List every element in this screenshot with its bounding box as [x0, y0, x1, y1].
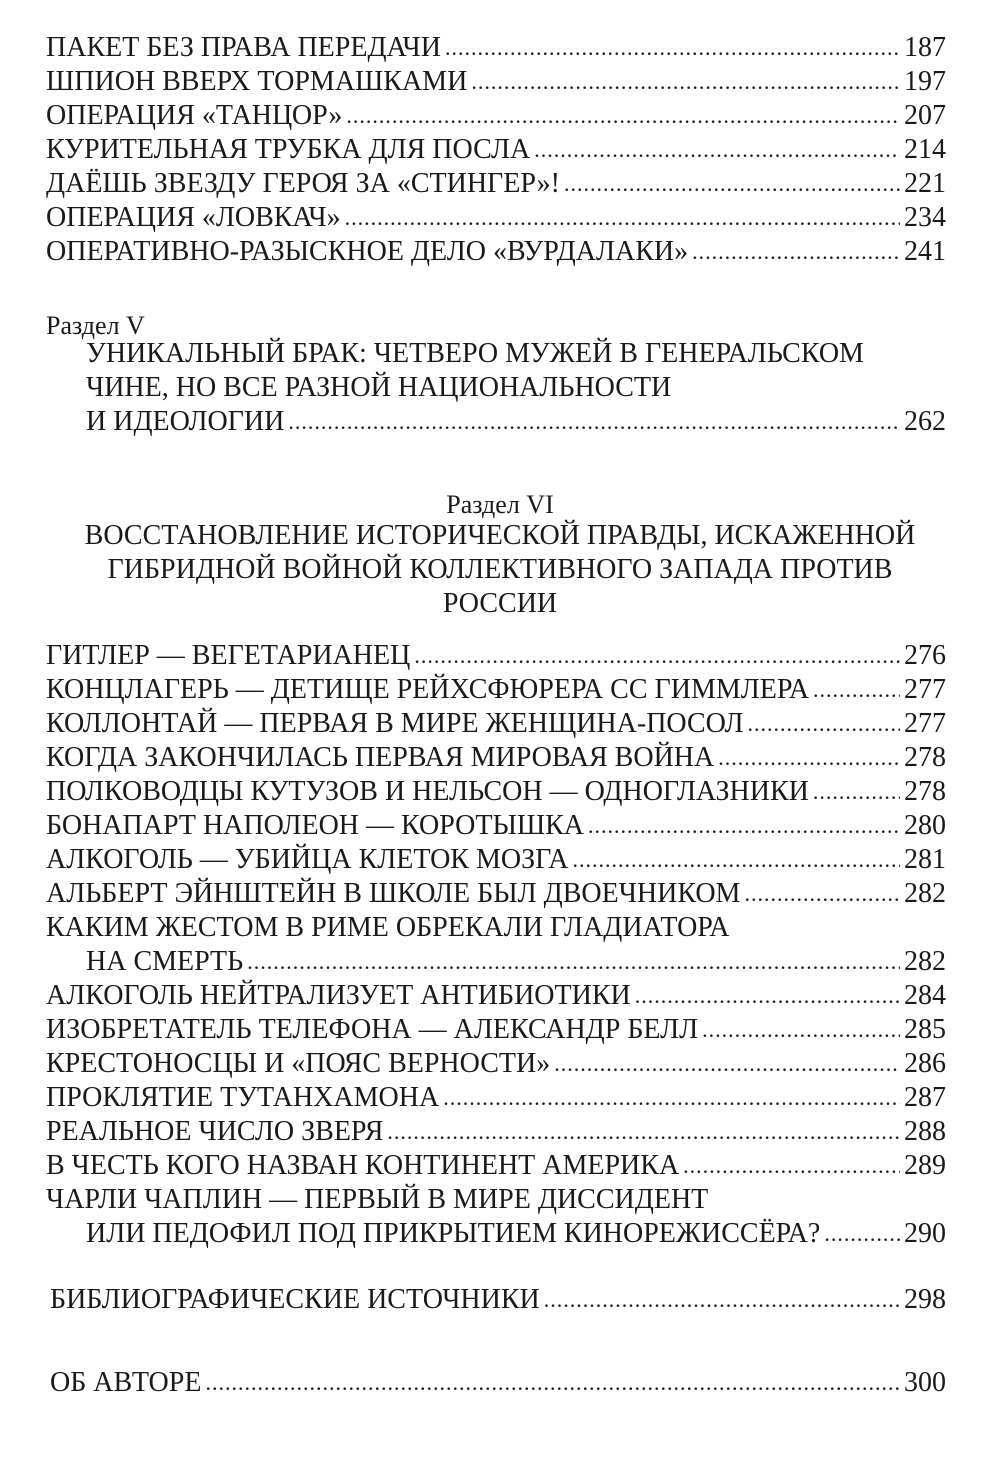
section-5-title-line-2[interactable]: ЧИНЕ, НО ВСЕ РАЗНОЙ НАЦИОНАЛЬНОСТИ	[86, 372, 672, 403]
toc-leader-dots	[572, 842, 900, 877]
toc-leader-dots	[414, 638, 900, 673]
toc-entry-title: АЛЬБЕРТ ЭЙНШТЕЙН В ШКОЛЕ БЫЛ ДВОЕЧНИКОМ	[46, 878, 741, 909]
toc-entry-page: 262	[904, 406, 946, 437]
toc-leader-dots	[443, 1080, 900, 1115]
toc-leader-dots	[564, 166, 900, 201]
section-5-entry[interactable]	[86, 405, 946, 439]
toc-entry-page: 197	[904, 66, 946, 97]
toc-entry[interactable]	[46, 639, 946, 673]
toc-entry-page: 234	[904, 202, 946, 233]
toc-entry-page: 221	[904, 168, 946, 199]
section-6-heading-line-2: ГИБРИДНОЙ ВОЙНОЙ КОЛЛЕКТИВНОГО ЗАПАДА ПРОТИВ	[107, 554, 893, 585]
toc-leader-dots	[702, 1012, 900, 1047]
toc-leader-dots	[471, 64, 900, 99]
toc-entry[interactable]	[46, 707, 946, 741]
toc-entry-title: АЛКОГОЛЬ НЕЙТРАЛИЗУЕТ АНТИБИОТИКИ	[46, 980, 631, 1011]
toc-leader-dots	[747, 706, 900, 741]
toc-entry-title: ИЛИ ПЕДОФИЛ ПОД ПРИКРЫТИЕМ КИНОРЕЖИССЁРА?	[86, 1218, 821, 1249]
about-author-entry[interactable]	[50, 1366, 946, 1400]
toc-entry[interactable]	[46, 133, 946, 167]
toc-entry-page: 289	[904, 1150, 946, 1181]
toc-leader-dots	[247, 944, 900, 979]
toc-entry-title: ИЗОБРЕТАТЕЛЬ ТЕЛЕФОНА — АЛЕКСАНДР БЕЛЛ	[46, 1014, 699, 1045]
toc-entry-title: БИБЛИОГРАФИЧЕСКИЕ ИСТОЧНИКИ	[50, 1284, 540, 1315]
toc-entry[interactable]	[46, 167, 946, 201]
toc-entry[interactable]	[46, 1013, 946, 1047]
toc-leader-dots	[824, 1216, 900, 1251]
toc-entry-title: БОНАПАРТ НАПОЛЕОН — КОРОТЫШКА	[46, 810, 585, 841]
toc-entry-title: ПОЛКОВОДЦЫ КУТУЗОВ И НЕЛЬСОН — ОДНОГЛАЗНИКИ	[46, 776, 809, 807]
toc-entry[interactable]	[46, 673, 946, 707]
toc-entry[interactable]	[46, 1081, 946, 1115]
toc-entry-title: ОПЕРАЦИЯ «ЛОВКАЧ»	[46, 202, 341, 233]
toc-leader-dots	[387, 1114, 900, 1149]
section-5-title-line-1[interactable]: УНИКАЛЬНЫЙ БРАК: ЧЕТВЕРО МУЖЕЙ В ГЕНЕРАЛЬСКОМ	[86, 338, 864, 369]
section-6-heading-line-1: ВОССТАНОВЛЕНИЕ ИСТОРИЧЕСКОЙ ПРАВДЫ, ИСКАЖЕННОЙ	[84, 520, 916, 551]
toc-entry-page: 287	[904, 1082, 946, 1113]
gladiator-entry-line-1[interactable]: КАКИМ ЖЕСТОМ В РИМЕ ОБРЕКАЛИ ГЛАДИАТОРА	[46, 912, 730, 943]
toc-entry-title: КОЛЛОНТАЙ — ПЕРВАЯ В МИРЕ ЖЕНЩИНА-ПОСОЛ	[46, 708, 744, 739]
toc-entry-title: ОПЕРАЦИЯ «ТАНЦОР»	[46, 100, 343, 131]
toc-entry[interactable]	[46, 201, 946, 235]
toc-entry-page: 277	[904, 708, 946, 739]
toc-entry-title: КОГДА ЗАКОНЧИЛАСЬ ПЕРВАЯ МИРОВАЯ ВОЙНА	[46, 742, 715, 773]
toc-leader-dots	[692, 234, 900, 269]
chaplin-entry-line-1[interactable]: ЧАРЛИ ЧАПЛИН — ПЕРВЫЙ В МИРЕ ДИССИДЕНТ	[46, 1184, 709, 1215]
toc-entry-page: 207	[904, 100, 946, 131]
toc-leader-dots	[554, 1046, 900, 1081]
toc-entry-page: 282	[904, 946, 946, 977]
toc-leader-dots	[718, 740, 900, 775]
toc-entry[interactable]	[46, 99, 946, 133]
toc-entry-page: 286	[904, 1048, 946, 1079]
toc-entry-title: ПАКЕТ БЕЗ ПРАВА ПЕРЕДАЧИ	[46, 32, 441, 63]
toc-entry-title: ПРОКЛЯТИЕ ТУТАНХАМОНА	[46, 1082, 440, 1113]
toc-entry-page: 241	[904, 236, 946, 267]
toc-leader-dots	[288, 404, 900, 439]
toc-entry-title: РЕАЛЬНОЕ ЧИСЛО ЗВЕРЯ	[46, 1116, 384, 1147]
toc-entry-title: И ИДЕОЛОГИИ	[86, 406, 285, 437]
toc-entry-page: 280	[904, 810, 946, 841]
toc-leader-dots	[813, 672, 900, 707]
toc-entry-title: ДАЁШЬ ЗВЕЗДУ ГЕРОЯ ЗА «СТИНГЕР»!	[46, 168, 560, 199]
toc-entry[interactable]	[46, 741, 946, 775]
toc-entry[interactable]	[46, 65, 946, 99]
toc-entry-page: 277	[904, 674, 946, 705]
toc-entry-page: 285	[904, 1014, 946, 1045]
toc-entry-title: ШПИОН ВВЕРХ ТОРМАШКАМИ	[46, 66, 468, 97]
toc-entry-title: ОБ АВТОРЕ	[50, 1367, 202, 1398]
toc-leader-dots	[813, 774, 900, 809]
toc-entry-title: АЛКОГОЛЬ — УБИЙЦА КЛЕТОК МОЗГА	[46, 844, 569, 875]
toc-entry[interactable]	[46, 775, 946, 809]
toc-leader-dots	[346, 98, 900, 133]
toc-entry-page: 288	[904, 1116, 946, 1147]
toc-entry-title: ОПЕРАТИВНО-РАЗЫСКНОЕ ДЕЛО «ВУРДАЛАКИ»	[46, 236, 689, 267]
toc-leader-dots	[445, 30, 900, 65]
section-6-label: Раздел VI	[446, 490, 554, 519]
toc-entry-title: КРЕСТОНОСЦЫ И «ПОЯС ВЕРНОСТИ»	[46, 1048, 551, 1079]
section-6-heading-line-3: РОССИИ	[442, 588, 558, 619]
toc-entry[interactable]	[46, 1047, 946, 1081]
toc-entry-page: 282	[904, 878, 946, 909]
toc-entry-title: НА СМЕРТЬ	[86, 946, 244, 977]
gladiator-entry[interactable]	[86, 945, 946, 979]
toc-leader-dots	[544, 1282, 900, 1317]
toc-entry[interactable]	[46, 1149, 946, 1183]
chaplin-entry[interactable]	[86, 1217, 946, 1251]
toc-entry[interactable]	[46, 843, 946, 877]
toc-entry-page: 281	[904, 844, 946, 875]
toc-entry-page: 278	[904, 776, 946, 807]
toc-leader-dots	[534, 132, 900, 167]
toc-entry-title: ГИТЛЕР — ВЕГЕТАРИАНЕЦ	[46, 640, 411, 671]
toc-entry[interactable]	[46, 1115, 946, 1149]
toc-entry-title: В ЧЕСТЬ КОГО НАЗВАН КОНТИНЕНТ АМЕРИКА	[46, 1150, 680, 1181]
toc-entry[interactable]	[46, 877, 946, 911]
toc-entry-page: 300	[904, 1367, 946, 1398]
toc-leader-dots	[588, 808, 900, 843]
toc-entry-title: КУРИТЕЛЬНАЯ ТРУБКА ДЛЯ ПОСЛА	[46, 134, 531, 165]
toc-leader-dots	[635, 978, 900, 1013]
toc-leader-dots	[345, 200, 900, 235]
toc-entry-title: КОНЦЛАГЕРЬ — ДЕТИЩЕ РЕЙХСФЮРЕРА СС ГИММЛЕРА	[46, 674, 810, 705]
toc-entry[interactable]	[46, 809, 946, 843]
toc-leader-dots	[205, 1365, 900, 1400]
toc-entry[interactable]	[46, 235, 946, 269]
toc-entry-page: 284	[904, 980, 946, 1011]
bibliography-entry[interactable]	[50, 1283, 946, 1317]
toc-entry-page: 298	[904, 1284, 946, 1315]
toc-entry-page: 187	[904, 32, 946, 63]
section-5-label: Раздел V	[46, 311, 145, 340]
toc-entry-page: 290	[904, 1218, 946, 1249]
toc-entry[interactable]	[46, 31, 946, 65]
toc-leader-dots	[744, 876, 900, 911]
toc-entry-page: 278	[904, 742, 946, 773]
toc-entry[interactable]	[46, 979, 946, 1013]
toc-entry-page: 276	[904, 640, 946, 671]
toc-entry-page: 214	[904, 134, 946, 165]
toc-leader-dots	[683, 1148, 900, 1183]
